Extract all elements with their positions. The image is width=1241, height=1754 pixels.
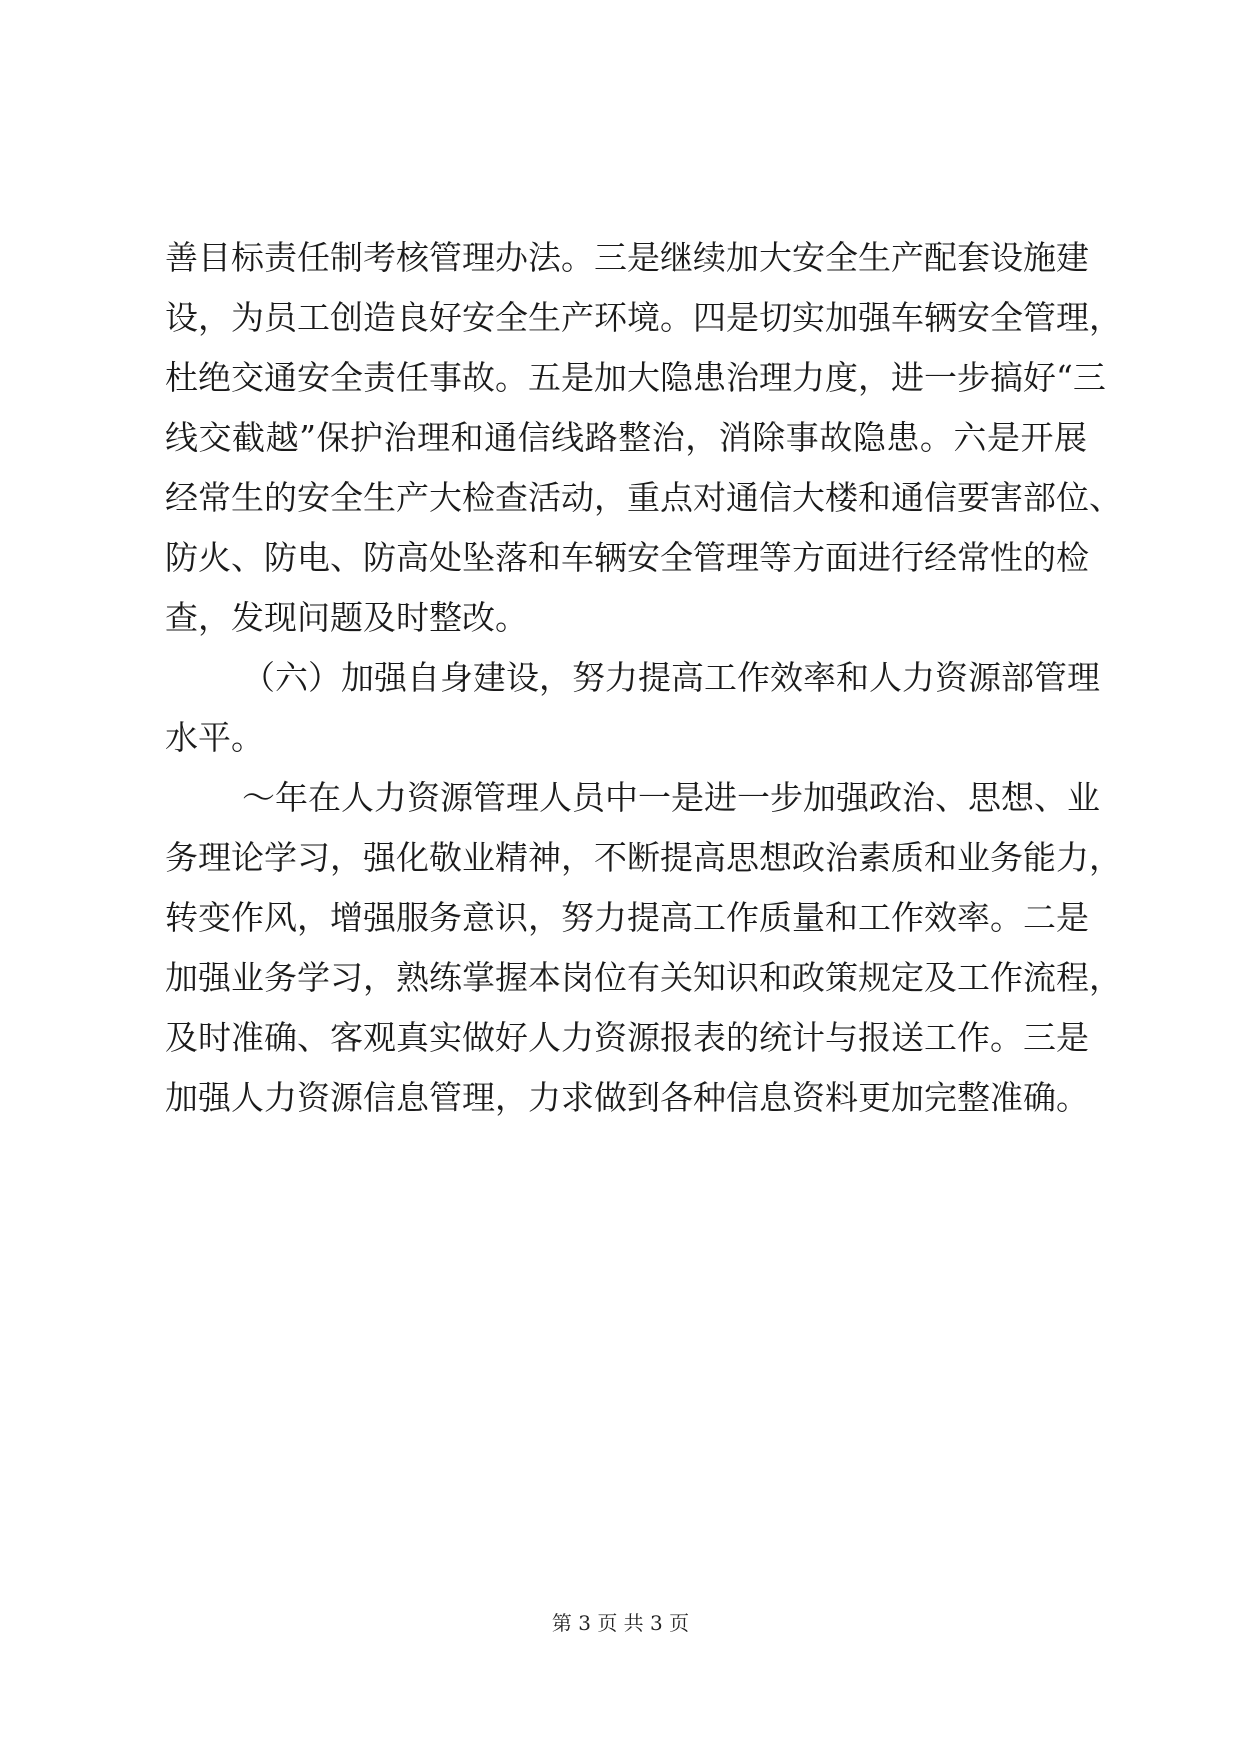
- paragraph-line: 杜绝交通安全责任事故。五是加大隐患治理力度，进一步搞好“三: [165, 358, 1106, 397]
- paragraph-line: 及时准确、客观真实做好人力资源报表的统计与报送工作。三是: [165, 1018, 1089, 1057]
- paragraph-line: 经常生的安全生产大检查活动，重点对通信大楼和通信要害部位、: [165, 478, 1122, 517]
- page-number-footer: 第 3 页 共 3 页: [551, 1611, 690, 1635]
- paragraph-line: 转变作风，增强服务意识，努力提高工作质量和工作效率。二是: [165, 898, 1089, 937]
- section-heading-line: 水平。: [165, 718, 264, 757]
- paragraph-line: 务理论学习，强化敬业精神，不断提高思想政治素质和业务能力，: [165, 838, 1122, 877]
- paragraph-line: 加强业务学习，熟练掌握本岗位有关知识和政策规定及工作流程，: [165, 958, 1122, 997]
- paragraph-line: 查，发现问题及时整改。: [165, 598, 528, 637]
- paragraph-line: 防火、防电、防高处坠落和车辆安全管理等方面进行经常性的检: [165, 538, 1089, 577]
- paragraph-line: 加强人力资源信息管理，力求做到各种信息资料更加完整准确。: [165, 1078, 1089, 1117]
- paragraph-line: 线交截越”保护治理和通信线路整治，消除事故隐患。六是开展: [165, 418, 1087, 457]
- paragraph-line: 设，为员工创造良好安全生产环境。四是切实加强车辆安全管理，: [165, 298, 1122, 337]
- paragraph-line: ～年在人力资源管理人员中一是进一步加强政治、思想、业: [242, 778, 1100, 817]
- section-heading-line: （六）加强自身建设，努力提高工作效率和人力资源部管理: [242, 658, 1100, 697]
- paragraph-line: 善目标责任制考核管理办法。三是继续加大安全生产配套设施建: [165, 238, 1089, 277]
